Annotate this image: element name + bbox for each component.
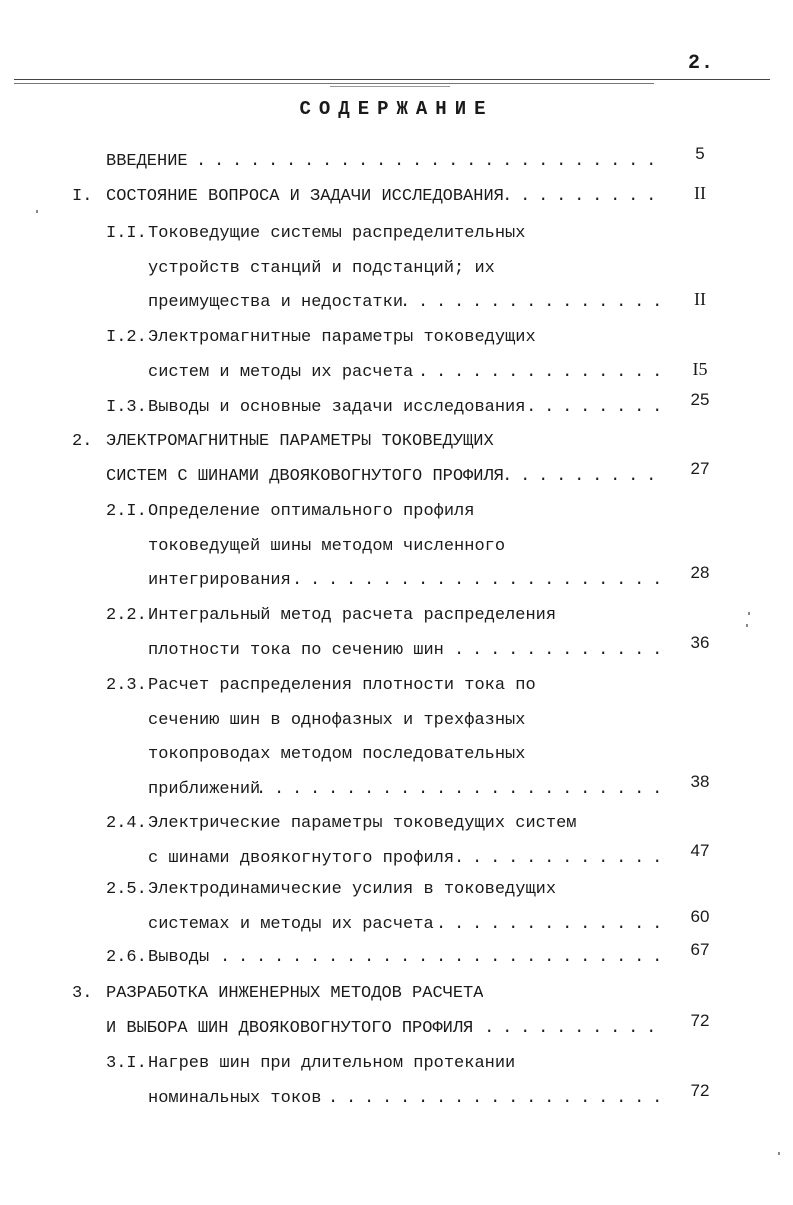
toc-entry-title: сечению шин в однофазных и трехфазных (148, 710, 526, 730)
toc-entry-line (148, 812, 576, 836)
toc-entry-title: Выводы (148, 948, 210, 967)
toc-page-number: 47 (690, 840, 710, 860)
toc-entry-number: 2.5. (106, 880, 147, 899)
toc-entry-line-last (148, 291, 660, 315)
toc-entry-line (148, 709, 525, 733)
toc-page-number: 67 (690, 940, 710, 959)
page-title: СОДЕРЖАНИЕ (299, 98, 494, 120)
toc-entry-line (148, 878, 556, 902)
toc-entry-title: Токоведущие системы распределительных (148, 224, 526, 243)
toc-entry-line-last (148, 847, 660, 871)
toc-entry-title: Электромагнитные параметры токоведущих (148, 328, 536, 347)
toc-entry-title: Расчет распределения плотности тока по (148, 676, 536, 695)
toc-entry-line-last (148, 396, 660, 420)
toc-entry-line (148, 257, 495, 281)
toc-entry-title: приближений (148, 779, 261, 799)
scan-speck (36, 210, 38, 213)
toc-entry-line (148, 1052, 515, 1076)
toc-entry-number: 3. (72, 984, 93, 1003)
toc-entry-number: I. (72, 187, 93, 206)
toc-entry-title: с шинами двоякогнутого профиля (148, 848, 455, 868)
toc-entry-title: СИСТЕМ С ШИНАМИ ДВОЯКОВОГНУТОГО ПРОФИЛЯ (106, 466, 504, 486)
scan-speck (778, 1152, 780, 1155)
toc-entry-title: плотности тока по сечению шин (148, 640, 444, 660)
toc-entry-title: РАЗРАБОТКА ИНЖЕНЕРНЫХ МЕТОДОВ РАСЧЕТА (106, 984, 484, 1003)
toc-page-number: II (694, 289, 706, 309)
toc-entry-number: I.I. (106, 224, 147, 243)
toc-entry-line (148, 326, 536, 350)
toc-entry-title: Определение оптимального профиля (148, 502, 475, 521)
toc-entry-title: СОСТОЯНИЕ ВОПРОСА И ЗАДАЧИ ИССЛЕДОВАНИЯ (106, 187, 504, 206)
toc-entry-number: 2.3. (106, 676, 147, 695)
page-number: 2. (688, 52, 715, 75)
scan-speck (748, 612, 750, 615)
toc-entry-title: Электрические параметры токоведущих систем (148, 814, 577, 833)
toc-page-number: 38 (690, 771, 710, 791)
toc-entry-title: Интегральный метод расчета распределения (148, 606, 557, 625)
header-rule (14, 79, 770, 80)
toc-entry-line-last (106, 1017, 660, 1041)
toc-entry-line (148, 535, 505, 559)
toc-entry-number: 2. (72, 432, 93, 451)
toc-entry-title: ВВЕДЕНИЕ (106, 152, 188, 171)
toc-entry-title: систем и методы их расчета (148, 362, 414, 382)
toc-entry-line (148, 674, 536, 698)
toc-entry-title: номинальных токов (148, 1088, 322, 1108)
toc-entry-title: Выводы и основные задачи исследования (148, 398, 526, 417)
toc-entry-line-last (148, 361, 660, 385)
toc-entry-line-last (106, 150, 660, 174)
toc-entry-number: I.2. (106, 328, 147, 347)
toc-page-number: 25 (690, 390, 710, 409)
toc-entry-line-last (148, 569, 660, 593)
toc-entry-line-last (148, 913, 660, 937)
toc-entry-number: 2.2. (106, 606, 147, 625)
toc-entry-line (148, 743, 525, 767)
toc-entry-line (148, 222, 525, 246)
toc-entry-number: 2.6. (106, 948, 147, 967)
toc-entry-number: 3.I. (106, 1054, 147, 1073)
toc-entry-title: токоведущей шины методом численного (148, 536, 506, 556)
toc-page-number: 72 (690, 1080, 710, 1100)
toc-page-number: 28 (690, 563, 710, 582)
toc-page-number: I5 (692, 358, 708, 379)
toc-entry-line (148, 500, 474, 524)
toc-entry-title: Электродинамические усилия в токоведущих (148, 880, 557, 899)
toc-entry-number: 2.I. (106, 502, 147, 521)
toc-entry-title: преимущества и недостатки (148, 293, 404, 312)
toc-entry-title: устройств станций и подстанций; их (148, 258, 495, 278)
toc-entry-number: 2.4. (106, 814, 147, 833)
toc-entry-line-last (106, 465, 660, 489)
toc-entry-line (148, 604, 556, 628)
header-rule-secondary (14, 83, 654, 84)
toc-page-number: 5 (695, 144, 705, 163)
toc-entry-title: Нагрев шин при длительном протекании (148, 1054, 516, 1073)
toc-entry-line (106, 982, 483, 1006)
toc-page-number: 36 (690, 632, 710, 652)
toc-page-number: II (694, 183, 706, 203)
toc-entry-title: интегрирования (148, 571, 291, 590)
toc-entry-line (106, 430, 494, 454)
toc-entry-line-last (106, 185, 660, 209)
toc-entry-line-last (148, 1087, 660, 1111)
toc-entry-title: токопроводах методом последовательных (148, 745, 526, 764)
toc-entry-title: И ВЫБОРА ШИН ДВОЯКОВОГНУТОГО ПРОФИЛЯ (106, 1018, 474, 1038)
toc-entry-line-last (148, 946, 660, 970)
scan-speck (746, 624, 748, 627)
toc-entry-number: I.3. (106, 398, 147, 417)
toc-entry-line-last (148, 778, 660, 802)
toc-page-number: 72 (690, 1010, 710, 1030)
toc-entry-title: ЭЛЕКТРОМАГНИТНЫЕ ПАРАМЕТРЫ ТОКОВЕДУЩИХ (106, 432, 494, 451)
toc-entry-line-last (148, 639, 660, 663)
header-rule-tertiary (330, 86, 450, 87)
toc-page-number: 60 (690, 906, 710, 926)
toc-entry-title: системах и методы их расчета (148, 914, 434, 934)
toc-page-number: 27 (690, 458, 710, 478)
